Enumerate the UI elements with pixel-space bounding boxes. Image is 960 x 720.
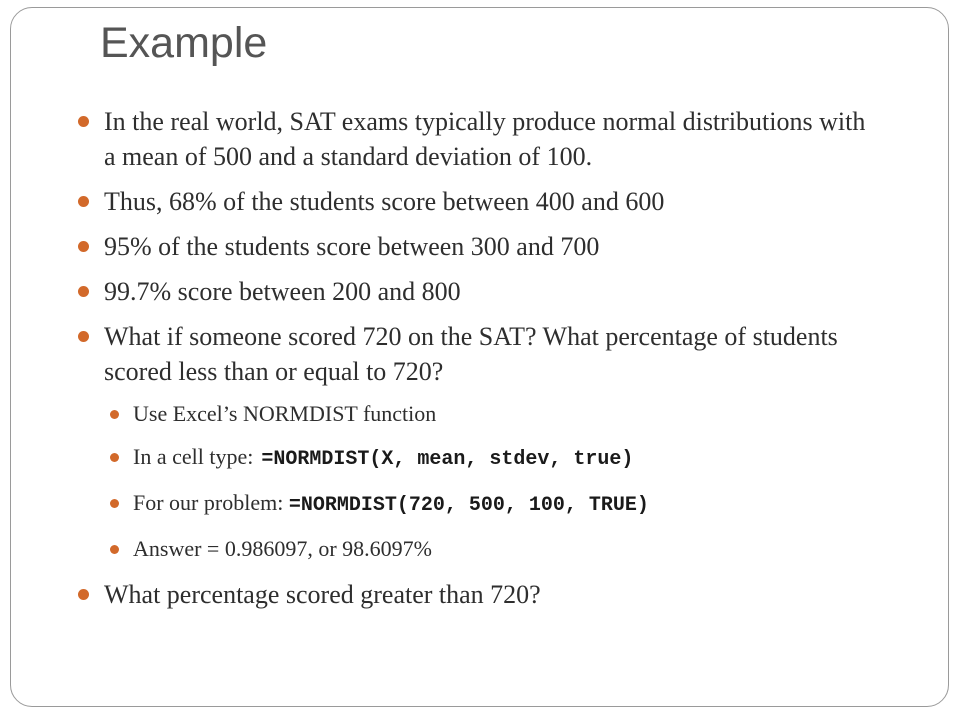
bullet-dot-icon: [78, 589, 89, 600]
sub-bullet-list: [104, 399, 868, 564]
bullet-item: [78, 104, 868, 174]
sub-bullet-text: Answer = 0.986097, or 98.6097%: [133, 536, 432, 561]
bullet-dot-icon: [78, 116, 89, 127]
formula-text: =NORMDIST(X, mean, stdev, true): [261, 448, 634, 471]
sub-bullet-dot-icon: [110, 453, 119, 462]
sub-bullet-text: In a cell type:: [133, 444, 254, 469]
sub-bullet-text: Use Excel’s NORMDIST function: [133, 401, 437, 426]
sub-bullet-item: [106, 399, 868, 429]
sub-bullet-item: [106, 442, 868, 475]
bullet-item: [78, 184, 868, 219]
bullet-text: Thus, 68% of the students score between 400 and 600: [104, 187, 665, 216]
sub-bullet-item: [106, 534, 868, 564]
bullet-item: [78, 229, 868, 264]
sub-bullet-dot-icon: [110, 499, 119, 508]
bullet-dot-icon: [78, 286, 89, 297]
sub-bullet-item: [106, 488, 868, 521]
sub-bullet-text: For our problem:: [133, 490, 284, 515]
bullet-item: [78, 319, 868, 564]
bullet-dot-icon: [78, 241, 89, 252]
bullet-text: What percentage scored greater than 720?: [104, 580, 541, 609]
sub-bullet-dot-icon: [110, 410, 119, 419]
bullet-list: [78, 104, 868, 622]
formula-text: =NORMDIST(720, 500, 100, TRUE): [288, 494, 649, 517]
bullet-dot-icon: [78, 196, 89, 207]
bullet-text: What if someone scored 720 on the SAT? What percentage of students scored less than or equal to 720?: [104, 322, 838, 386]
bullet-text: In the real world, SAT exams typically produce normal distributions with a mean of 500 and a standard deviation of 100.: [104, 107, 866, 171]
bullet-text: 99.7% score between 200 and 800: [104, 277, 461, 306]
bullet-item: [78, 274, 868, 309]
bullet-dot-icon: [78, 331, 89, 342]
slide-title: Example: [100, 19, 268, 67]
bullet-text: 95% of the students score between 300 and 700: [104, 232, 600, 261]
sub-bullet-dot-icon: [110, 545, 119, 554]
bullet-item: [78, 577, 868, 612]
